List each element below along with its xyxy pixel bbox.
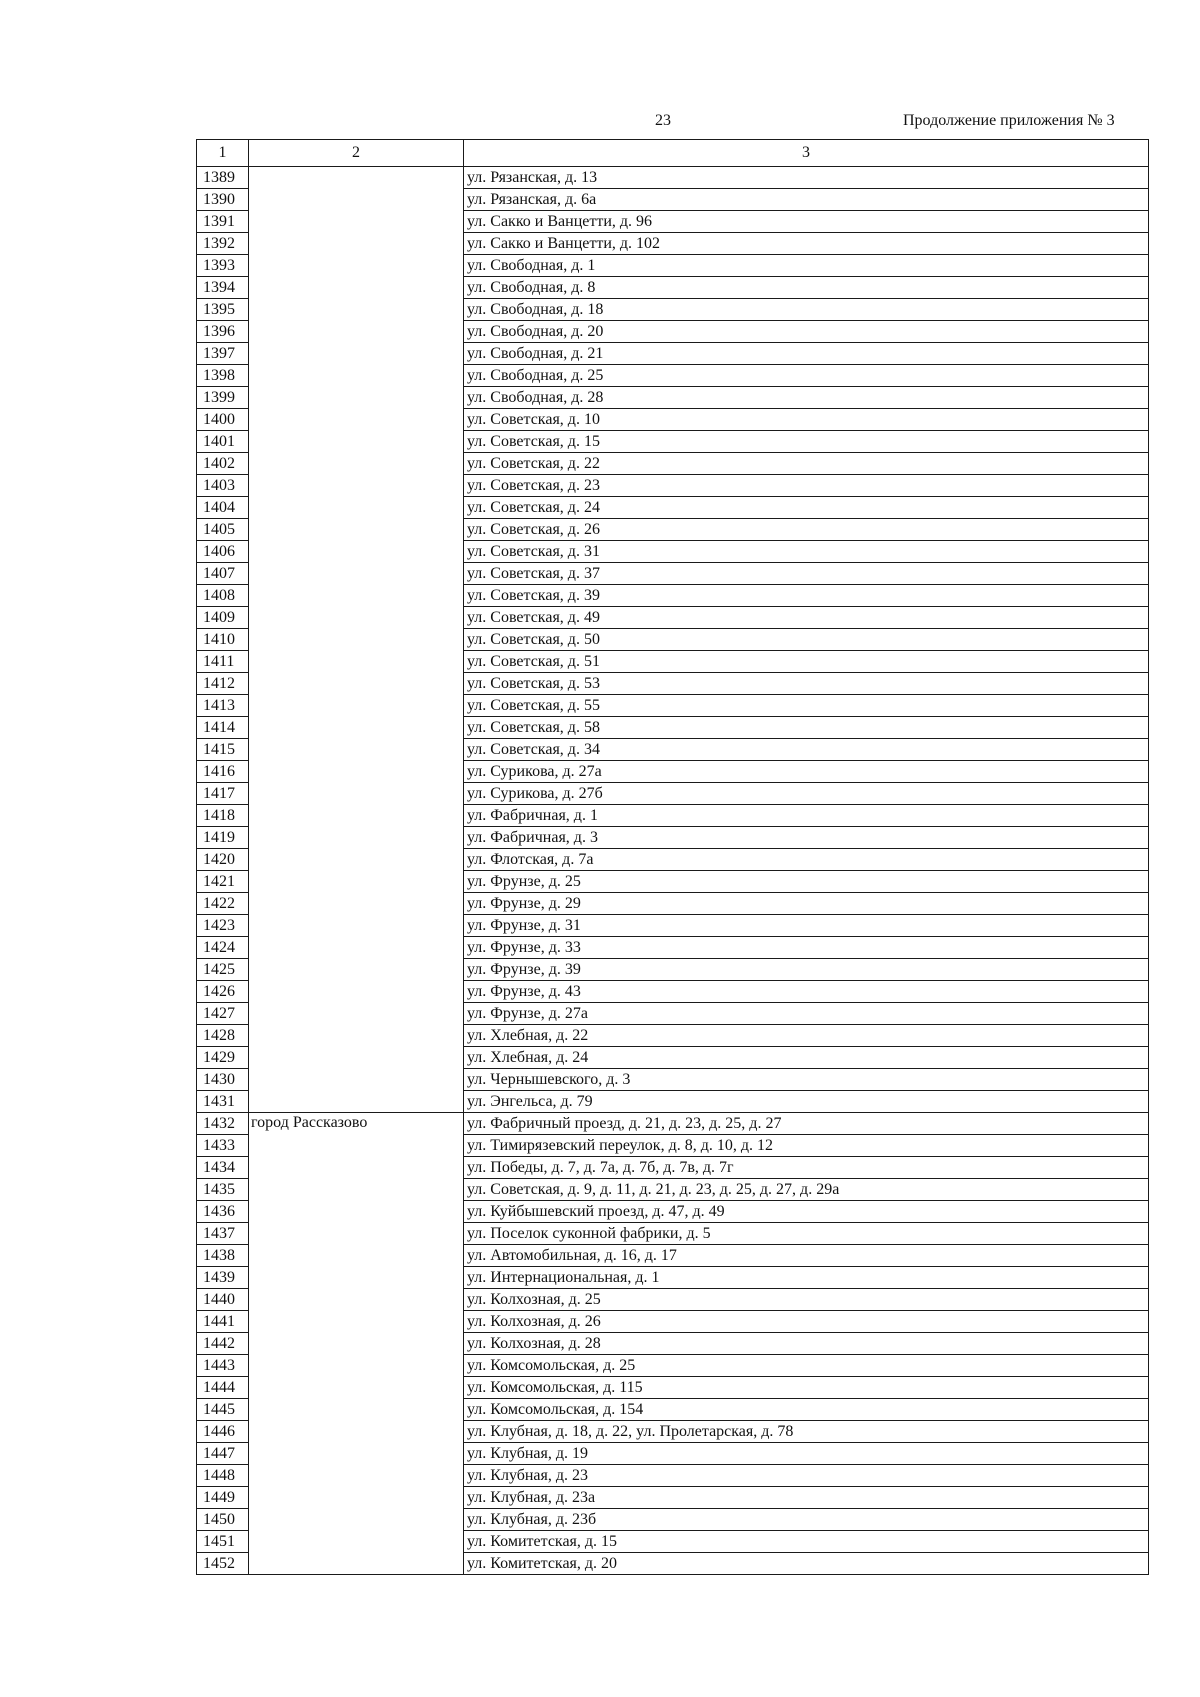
row-number: 1419 [197,827,249,849]
row-number: 1450 [197,1509,249,1531]
address-cell: ул. Рязанская, д. 6а [464,189,1149,211]
row-number: 1442 [197,1333,249,1355]
address-cell: ул. Советская, д. 24 [464,497,1149,519]
row-number: 1440 [197,1289,249,1311]
address-cell: ул. Клубная, д. 23б [464,1509,1149,1531]
address-cell: ул. Советская, д. 31 [464,541,1149,563]
address-cell: ул. Интернациональная, д. 1 [464,1267,1149,1289]
row-number: 1429 [197,1047,249,1069]
address-cell: ул. Сурикова, д. 27б [464,783,1149,805]
address-cell: ул. Советская, д. 26 [464,519,1149,541]
address-cell: ул. Поселок суконной фабрики, д. 5 [464,1223,1149,1245]
address-cell: ул. Фрунзе, д. 29 [464,893,1149,915]
row-number: 1410 [197,629,249,651]
row-number: 1421 [197,871,249,893]
address-cell: ул. Чернышевского, д. 3 [464,1069,1149,1091]
address-cell: ул. Колхозная, д. 26 [464,1311,1149,1333]
address-cell: ул. Фрунзе, д. 39 [464,959,1149,981]
address-cell: ул. Свободная, д. 21 [464,343,1149,365]
address-cell: ул. Фрунзе, д. 33 [464,937,1149,959]
address-cell: ул. Советская, д. 34 [464,739,1149,761]
row-number: 1447 [197,1443,249,1465]
locality-cell [249,167,464,1113]
row-number: 1452 [197,1553,249,1575]
row-number: 1398 [197,365,249,387]
row-number: 1432 [197,1113,249,1135]
row-number: 1441 [197,1311,249,1333]
address-cell: ул. Советская, д. 10 [464,409,1149,431]
address-cell: ул. Рязанская, д. 13 [464,167,1149,189]
row-number: 1412 [197,673,249,695]
row-number: 1418 [197,805,249,827]
row-number: 1401 [197,431,249,453]
row-number: 1448 [197,1465,249,1487]
address-cell: ул. Фабричная, д. 3 [464,827,1149,849]
row-number: 1451 [197,1531,249,1553]
address-cell: ул. Фрунзе, д. 25 [464,871,1149,893]
table-header [197,140,1149,167]
address-cell: ул. Победы, д. 7, д. 7а, д. 7б, д. 7в, д. 7г [464,1157,1149,1179]
address-cell: ул. Свободная, д. 1 [464,255,1149,277]
row-number: 1396 [197,321,249,343]
address-cell: ул. Свободная, д. 25 [464,365,1149,387]
row-number: 1420 [197,849,249,871]
address-cell: ул. Свободная, д. 20 [464,321,1149,343]
row-number: 1406 [197,541,249,563]
row-number: 1435 [197,1179,249,1201]
row-number: 1443 [197,1355,249,1377]
address-cell: ул. Клубная, д. 23 [464,1465,1149,1487]
row-number: 1405 [197,519,249,541]
address-cell: ул. Тимирязевский переулок, д. 8, д. 10, д. 12 [464,1135,1149,1157]
address-cell: ул. Фрунзе, д. 27а [464,1003,1149,1025]
address-cell: ул. Комсомольская, д. 115 [464,1377,1149,1399]
row-number: 1409 [197,607,249,629]
row-number: 1403 [197,475,249,497]
page-number: 23 [655,112,671,129]
row-number: 1424 [197,937,249,959]
address-cell: ул. Советская, д. 23 [464,475,1149,497]
row-number: 1417 [197,783,249,805]
address-cell: ул. Свободная, д. 28 [464,387,1149,409]
address-cell: ул. Советская, д. 55 [464,695,1149,717]
row-number: 1430 [197,1069,249,1091]
address-cell: ул. Фабричная, д. 1 [464,805,1149,827]
address-cell: ул. Свободная, д. 8 [464,277,1149,299]
row-number: 1402 [197,453,249,475]
address-cell: ул. Хлебная, д. 22 [464,1025,1149,1047]
row-number: 1416 [197,761,249,783]
address-cell: ул. Фрунзе, д. 43 [464,981,1149,1003]
table-body [197,167,1149,1575]
row-number: 1423 [197,915,249,937]
address-cell: ул. Клубная, д. 19 [464,1443,1149,1465]
address-cell: ул. Сакко и Ванцетти, д. 102 [464,233,1149,255]
row-number: 1445 [197,1399,249,1421]
row-number: 1415 [197,739,249,761]
address-cell: ул. Колхозная, д. 25 [464,1289,1149,1311]
row-number: 1395 [197,299,249,321]
row-number: 1394 [197,277,249,299]
table-row [197,1113,1149,1135]
address-cell: ул. Куйбышевский проезд, д. 47, д. 49 [464,1201,1149,1223]
row-number: 1408 [197,585,249,607]
row-number: 1431 [197,1091,249,1113]
address-cell: ул. Советская, д. 9, д. 11, д. 21, д. 23, д. 25, д. 27, д. 29а [464,1179,1149,1201]
column-header-1: 1 [197,140,249,167]
row-number: 1434 [197,1157,249,1179]
address-table [196,139,1149,1575]
row-number: 1427 [197,1003,249,1025]
address-cell: ул. Советская, д. 53 [464,673,1149,695]
row-number: 1446 [197,1421,249,1443]
row-number: 1391 [197,211,249,233]
column-header-2: 2 [249,140,464,167]
row-number: 1439 [197,1267,249,1289]
row-number: 1433 [197,1135,249,1157]
address-cell: ул. Фрунзе, д. 31 [464,915,1149,937]
address-cell: ул. Свободная, д. 18 [464,299,1149,321]
address-cell: ул. Советская, д. 49 [464,607,1149,629]
row-number: 1444 [197,1377,249,1399]
row-number: 1425 [197,959,249,981]
row-number: 1414 [197,717,249,739]
address-cell: ул. Комитетская, д. 15 [464,1531,1149,1553]
address-cell: ул. Советская, д. 50 [464,629,1149,651]
continuation-label: Продолжение приложения № 3 [903,112,1115,129]
address-cell: ул. Сурикова, д. 27а [464,761,1149,783]
row-number: 1399 [197,387,249,409]
address-cell: ул. Энгельса, д. 79 [464,1091,1149,1113]
row-number: 1392 [197,233,249,255]
row-number: 1404 [197,497,249,519]
row-number: 1422 [197,893,249,915]
address-cell: ул. Советская, д. 37 [464,563,1149,585]
address-cell: ул. Советская, д. 58 [464,717,1149,739]
row-number: 1436 [197,1201,249,1223]
row-number: 1438 [197,1245,249,1267]
row-number: 1426 [197,981,249,1003]
address-cell: ул. Комсомольская, д. 25 [464,1355,1149,1377]
address-cell: ул. Комитетская, д. 20 [464,1553,1149,1575]
address-cell: ул. Советская, д. 39 [464,585,1149,607]
address-cell: ул. Флотская, д. 7а [464,849,1149,871]
address-cell: ул. Клубная, д. 18, д. 22, ул. Пролетарская, д. 78 [464,1421,1149,1443]
address-cell: ул. Колхозная, д. 28 [464,1333,1149,1355]
address-cell: ул. Автомобильная, д. 16, д. 17 [464,1245,1149,1267]
address-cell: ул. Клубная, д. 23а [464,1487,1149,1509]
row-number: 1390 [197,189,249,211]
row-number: 1407 [197,563,249,585]
address-cell: ул. Советская, д. 22 [464,453,1149,475]
header-row [197,140,1149,167]
row-number: 1428 [197,1025,249,1047]
row-number: 1393 [197,255,249,277]
row-number: 1437 [197,1223,249,1245]
row-number: 1389 [197,167,249,189]
row-number: 1397 [197,343,249,365]
row-number: 1449 [197,1487,249,1509]
address-cell: ул. Советская, д. 51 [464,651,1149,673]
row-number: 1411 [197,651,249,673]
address-cell: ул. Сакко и Ванцетти, д. 96 [464,211,1149,233]
address-cell: ул. Фабричный проезд, д. 21, д. 23, д. 25, д. 27 [464,1113,1149,1135]
row-number: 1413 [197,695,249,717]
table-row [197,167,1149,189]
address-cell: ул. Хлебная, д. 24 [464,1047,1149,1069]
address-cell: ул. Советская, д. 15 [464,431,1149,453]
row-number: 1400 [197,409,249,431]
column-header-3: 3 [464,140,1149,167]
address-cell: ул. Комсомольская, д. 154 [464,1399,1149,1421]
locality-cell: город Рассказово [249,1113,464,1575]
